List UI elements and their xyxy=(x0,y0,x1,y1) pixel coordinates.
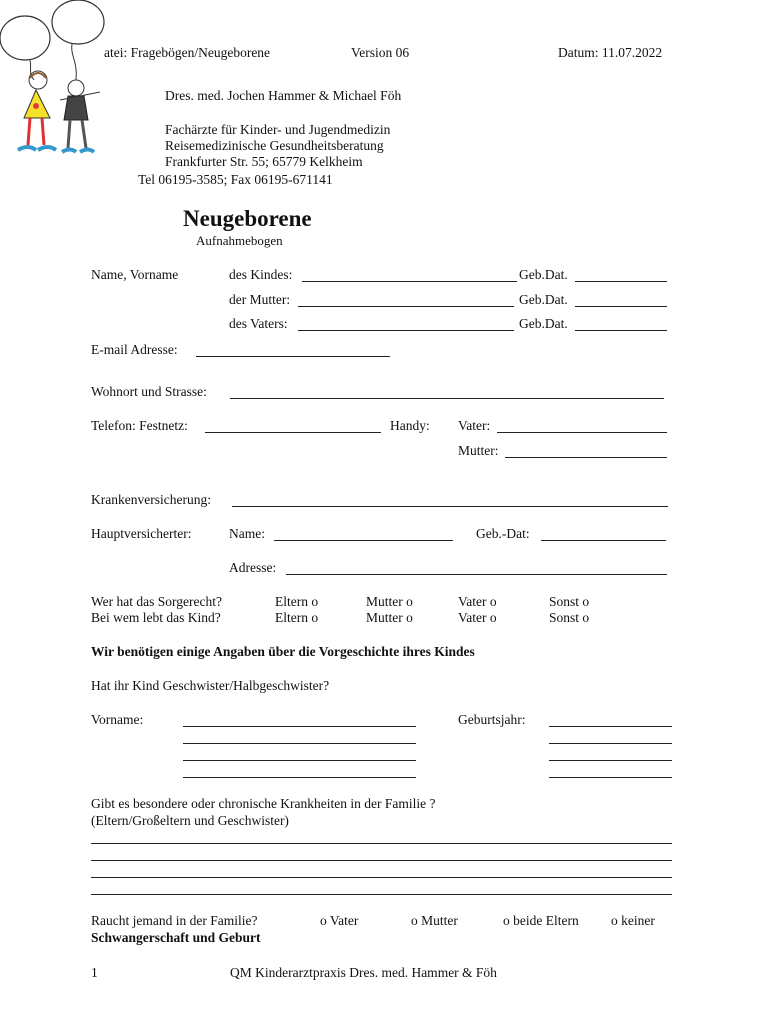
father-name-label: des Vaters: xyxy=(229,316,288,331)
travel-medicine-line: Reisemedizinische Gesundheitsberatung xyxy=(165,138,384,153)
family-disease-field[interactable] xyxy=(91,877,672,878)
smoking-option-none[interactable]: o keiner xyxy=(611,913,655,928)
mother-name-field[interactable] xyxy=(298,306,514,307)
sibling-firstname-field[interactable] xyxy=(183,777,416,778)
landline-field[interactable] xyxy=(205,432,381,433)
sibling-firstname-field[interactable] xyxy=(183,743,416,744)
lives-with-question: Bei wem lebt das Kind? xyxy=(91,610,221,625)
mobile-father-label: Vater: xyxy=(458,418,491,433)
email-field[interactable] xyxy=(196,356,390,357)
main-insured-birthdate-label: Geb.-Dat: xyxy=(476,526,530,541)
mobile-father-field[interactable] xyxy=(497,432,667,433)
specialty-line: Fachärzte für Kinder- und Jugendmedizin xyxy=(165,122,391,137)
custody-option-other[interactable]: Sonst o xyxy=(549,594,590,609)
child-birthdate-field[interactable] xyxy=(575,281,667,282)
lives-with-option-mother[interactable]: Mutter o xyxy=(366,610,413,625)
mother-birthdate-label: Geb.Dat. xyxy=(519,292,568,307)
family-disease-subtext: (Eltern/Großeltern und Geschwister) xyxy=(91,813,289,828)
email-label: E-mail Adresse: xyxy=(91,342,178,357)
insurance-label: Krankenversicherung: xyxy=(91,492,211,507)
footer-text: QM Kinderarztpraxis Dres. med. Hammer & Föh xyxy=(230,965,497,980)
history-section-heading: Wir benötigen einige Angaben über die Vorgeschichte ihres Kindes xyxy=(91,644,475,659)
name-label: Name, Vorname xyxy=(91,267,179,282)
father-name-field[interactable] xyxy=(298,330,514,331)
doctors-name: Dres. med. Jochen Hammer & Michael Föh xyxy=(165,88,402,103)
main-insured-label: Hauptversicherter: xyxy=(91,526,192,541)
father-birthdate-field[interactable] xyxy=(575,330,667,331)
family-disease-field[interactable] xyxy=(91,843,672,844)
sibling-birthyear-label: Geburtsjahr: xyxy=(458,712,526,727)
form-title: Neugeborene xyxy=(183,206,312,231)
mother-birthdate-field[interactable] xyxy=(575,306,667,307)
father-birthdate-label: Geb.Dat. xyxy=(519,316,568,331)
mobile-mother-field[interactable] xyxy=(505,457,667,458)
main-insured-address-field[interactable] xyxy=(286,574,667,575)
mobile-label: Handy: xyxy=(390,418,430,433)
lives-with-option-father[interactable]: Vater o xyxy=(458,610,497,625)
mobile-mother-label: Mutter: xyxy=(458,443,499,458)
family-disease-field[interactable] xyxy=(91,894,672,895)
sibling-firstname-field[interactable] xyxy=(183,726,416,727)
residence-field[interactable] xyxy=(230,398,664,399)
siblings-question: Hat ihr Kind Geschwister/Halbgeschwister? xyxy=(91,678,330,693)
mother-name-label: der Mutter: xyxy=(229,292,291,307)
children-balloons-logo xyxy=(0,0,115,160)
main-insured-birthdate-field[interactable] xyxy=(541,540,666,541)
child-birthdate-label: Geb.Dat. xyxy=(519,267,568,282)
main-insured-name-label: Name: xyxy=(229,526,265,541)
smoking-option-mother[interactable]: o Mutter xyxy=(411,913,458,928)
sibling-birthyear-field[interactable] xyxy=(549,777,672,778)
pregnancy-section-heading: Schwangerschaft und Geburt xyxy=(91,930,261,945)
custody-question: Wer hat das Sorgerecht? xyxy=(91,594,222,609)
sibling-birthyear-field[interactable] xyxy=(549,760,672,761)
landline-label: Telefon: Festnetz: xyxy=(91,418,188,433)
lives-with-option-parents[interactable]: Eltern o xyxy=(275,610,319,625)
practice-address: Frankfurter Str. 55; 65779 Kelkheim xyxy=(165,154,363,169)
custody-option-father[interactable]: Vater o xyxy=(458,594,497,609)
date-label: Datum: 11.07.2022 xyxy=(558,45,663,60)
smoking-option-father[interactable]: o Vater xyxy=(320,913,359,928)
lives-with-option-other[interactable]: Sonst o xyxy=(549,610,590,625)
main-insured-address-label: Adresse: xyxy=(229,560,277,575)
sibling-firstname-field[interactable] xyxy=(183,760,416,761)
custody-option-mother[interactable]: Mutter o xyxy=(366,594,413,609)
sibling-firstname-label: Vorname: xyxy=(91,712,144,727)
smoking-option-both[interactable]: o beide Eltern xyxy=(503,913,579,928)
child-name-field[interactable] xyxy=(302,281,517,282)
residence-label: Wohnort und Strasse: xyxy=(91,384,207,399)
family-disease-question: Gibt es besondere oder chronische Krankheiten in der Familie ? xyxy=(91,796,436,811)
sibling-birthyear-field[interactable] xyxy=(549,743,672,744)
form-subtitle: Aufnahmebogen xyxy=(196,233,283,248)
custody-option-parents[interactable]: Eltern o xyxy=(275,594,319,609)
smoking-question: Raucht jemand in der Familie? xyxy=(91,913,258,928)
child-name-label: des Kindes: xyxy=(229,267,293,282)
file-path-label: atei: Fragebögen/Neugeborene xyxy=(104,45,271,60)
page-number: 1 xyxy=(91,965,98,980)
version-label: Version 06 xyxy=(351,45,410,60)
practice-phone: Tel 06195-3585; Fax 06195-671141 xyxy=(138,172,333,187)
sibling-birthyear-field[interactable] xyxy=(549,726,672,727)
main-insured-name-field[interactable] xyxy=(274,540,453,541)
family-disease-field[interactable] xyxy=(91,860,672,861)
insurance-field[interactable] xyxy=(232,506,668,507)
